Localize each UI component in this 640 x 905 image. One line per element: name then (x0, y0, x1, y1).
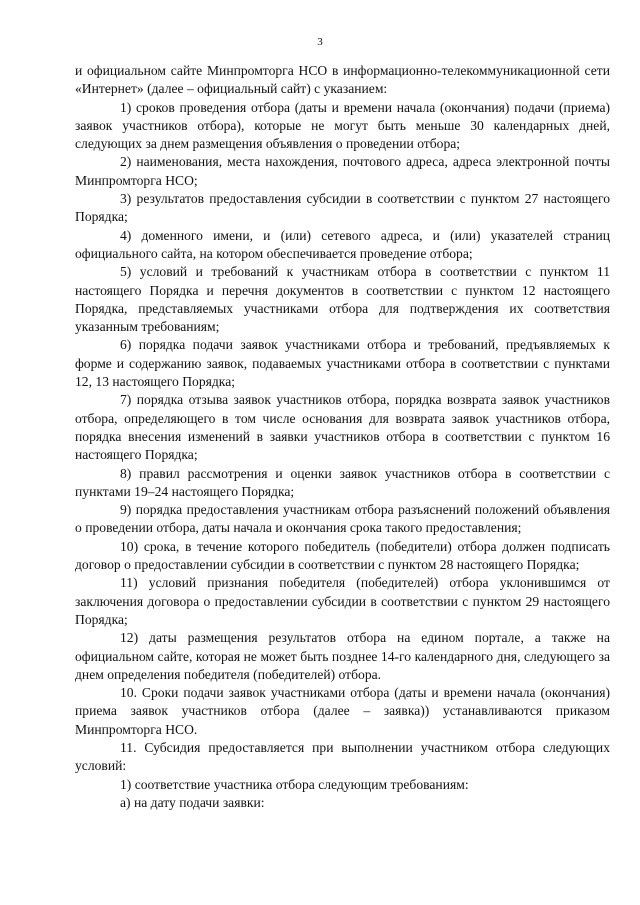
paragraph-condition-1: 1) соответствие участника отбора следующим требованиям: (120, 776, 469, 792)
paragraph-item-5: 5) условий и требований к участникам отбора в соответствии с пунктом 11 настоящего Порядка и перечня документов в соответствии с пунктом 12 настоящего Порядка, представляемых участниками отбора для подтверждения их соответствия указанным требованиям; (75, 264, 610, 335)
paragraph-section-10: 10. Сроки подачи заявок участниками отбора (даты и времени начала (окончания) приема заявок участников отбора (далее – заявка)) устанавливаются приказом Минпромторга НСО. (75, 685, 610, 737)
paragraph-item-11: 11) условий признания победителя (победителей) отбора уклонившимся от заключения договора о предоставлении субсидии в соответствии с пунктом 29 настоящего Порядка; (75, 575, 610, 627)
paragraph-item-3: 3) результатов предоставления субсидии в соответствии с пунктом 27 настоящего Порядка; (75, 191, 610, 225)
paragraph-item-9: 9) порядка предоставления участникам отбора разъяснений положений объявления о проведении отбора, даты начала и окончания срока такого предоставления; (75, 502, 610, 536)
paragraph-item-4: 4) доменного имени, и (или) сетевого адреса, и (или) указателей страниц официального сайта, на котором обеспечивается проведение отбора; (75, 227, 610, 261)
paragraph-item-6: 6) порядка подачи заявок участниками отбора и требований, предъявляемых к форме и содержанию заявок, подаваемых участниками отбора в соответствии с пунктами 12, 13 настоящего Порядка; (75, 337, 610, 390)
paragraph-intro-continuation: и официальном сайте Минпромторга НСО в информационно-телекоммуникационной сети «Интернет» (далее – официальный сайт) с указанием: (75, 63, 610, 97)
paragraph-item-12: 12) даты размещения результатов отбора на едином портале, а также на официальном сайте, которая не может быть позднее 14-го календарного дня, следующего за днем определения победителя (победителей) отбора. (75, 630, 610, 682)
document-body (75, 62, 610, 812)
paragraph-item-7: 7) порядка отзыва заявок участников отбора, порядка возврата заявок участников отбора, определяющего в том числе основания для возврата заявок участников отбора, порядка внесения изменений в заявки участников отбора в соответствии с пунктом 16 настоящего Порядка; (75, 392, 610, 463)
paragraph-item-2: 2) наименования, места нахождения, почтового адреса, адреса электронной почты Минпромторга НСО; (75, 154, 610, 188)
paragraph-item-10: 10) срока, в течение которого победитель (победители) отбора должен подписать договор о предоставлении субсидии в соответствии с пунктом 28 настоящего Порядка; (75, 538, 610, 573)
paragraph-section-11: 11. Субсидия предоставляется при выполнении участником отбора следующих условий: (75, 739, 610, 774)
paragraph-item-1: 1) сроков проведения отбора (даты и времени начала (окончания) подачи (приема) заявок участников отбора), которые не могут быть меньше 30 календарных дней, следующих за днем размещения объявления о проведении отбора; (75, 99, 610, 152)
page-number: 3 (317, 36, 323, 48)
paragraph-item-8: 8) правил рассмотрения и оценки заявок участников отбора в соответствии с пунктами 19–24 настоящего Порядка; (75, 465, 610, 499)
paragraph-subcondition-a: а) на дату подачи заявки: (120, 794, 265, 810)
